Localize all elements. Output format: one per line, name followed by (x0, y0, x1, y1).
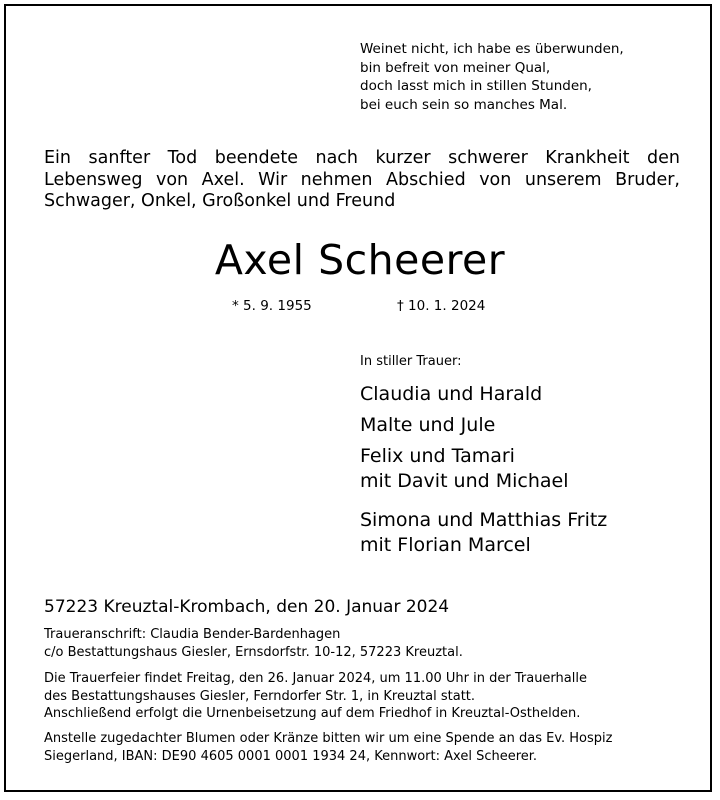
mourners-list (360, 382, 607, 564)
poem-line: bin befreit von meiner Qual, (360, 59, 551, 76)
mourner-group (360, 382, 607, 407)
mourning-address (44, 626, 680, 661)
poem-line: Weinet nicht, ich habe es überwunden, (360, 41, 624, 57)
ceremony-info (44, 670, 680, 723)
mourning-label: In stiller Trauer: (360, 354, 462, 369)
address-line: c/o Bestattungshaus Giesler, Ernsdorfstr. 10-12, 57223 Kreuztal. (44, 644, 463, 660)
mourner-line: mit Davit und Michael (360, 470, 569, 492)
mourner-line: Claudia und Harald (360, 383, 543, 405)
intro-text: Ein sanfter Tod beendete nach kurzer schwerer Krankheit den Lebensweg von Axel. Wir nehmen Abschied von unserem Bruder, Schwager, Onkel, Großonkel und Freund (44, 148, 680, 211)
donation-info (44, 730, 680, 765)
poem-line: bei euch sein so manches Mal. (360, 96, 568, 113)
donation-line: Anstelle zugedachter Blumen oder Kränze bitten wir um eine Spende an das Ev. Hospiz (44, 731, 613, 746)
ceremony-line: des Bestattungshauses Giesler, Ferndorfer Str. 1, in Kreuztal statt. (44, 688, 476, 704)
poem-line: doch lasst mich in stillen Stunden, (360, 78, 592, 94)
address-line: Traueranschrift: Claudia Bender-Bardenhagen (44, 627, 341, 642)
birth-date: * 5. 9. 1955 (232, 298, 312, 314)
poem (360, 40, 624, 114)
mourner-line: Felix und Tamari (360, 445, 515, 467)
deceased-name: Axel Scheerer (214, 236, 506, 284)
mourner-line: Malte und Jule (360, 414, 496, 436)
mourner-group (360, 508, 607, 558)
donation-line: Siegerland, IBAN: DE90 4605 0001 0001 1934 24, Kennwort: Axel Scheerer. (44, 748, 538, 764)
mourner-group (360, 444, 607, 494)
ceremony-line: Die Trauerfeier findet Freitag, den 26. Januar 2024, um 11.00 Uhr in der Trauerhalle (44, 671, 587, 686)
mourner-group (360, 413, 607, 438)
mourner-line: Simona und Matthias Fritz (360, 509, 608, 531)
mourner-line: mit Florian Marcel (360, 534, 531, 556)
death-date: † 10. 1. 2024 (397, 298, 486, 314)
ceremony-line: Anschließend erfolgt die Urnenbeisetzung auf dem Friedhof in Kreuztal-Osthelden. (44, 706, 581, 721)
place-date: 57223 Kreuztal-Krombach, den 20. Januar 2024 (44, 597, 450, 617)
